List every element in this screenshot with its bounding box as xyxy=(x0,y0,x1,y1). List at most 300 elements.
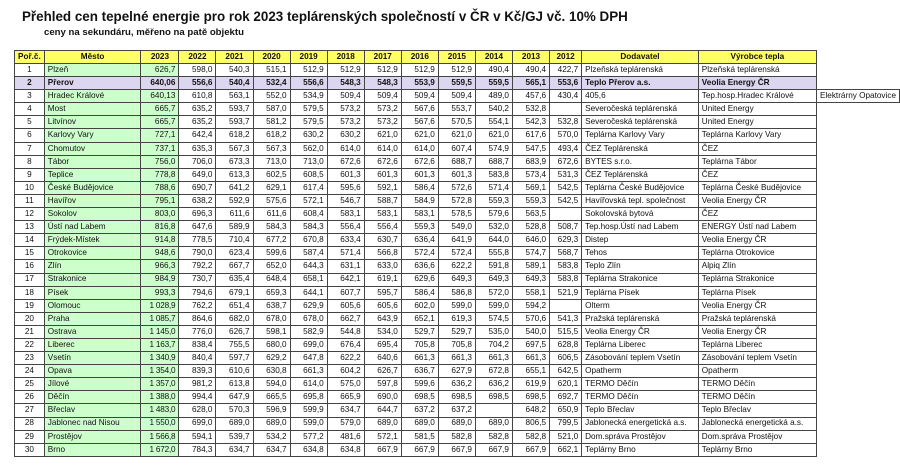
header-vyrobce: Výrobce tepla xyxy=(698,51,816,64)
table-row xyxy=(15,194,900,207)
header-2017: 2017 xyxy=(364,51,401,64)
price-2022: 839,3 xyxy=(179,365,216,378)
price-2020: 587,0 xyxy=(253,103,290,116)
table-header-row xyxy=(15,51,900,64)
price-2023: 1 483,0 xyxy=(141,404,179,417)
supplier-name: Zásobování teplem Vsetín xyxy=(582,352,699,365)
city-name: Most xyxy=(44,103,141,116)
row-index: 26 xyxy=(15,391,45,404)
row-index: 23 xyxy=(15,352,45,365)
price-2013: 619,9 xyxy=(512,378,549,391)
price-2016: 636,6 xyxy=(401,260,438,273)
heat-producer-name: Veolia Energy ČR xyxy=(698,299,816,312)
price-2022: 776,0 xyxy=(179,325,216,338)
price-2019: 630,2 xyxy=(290,129,327,142)
price-2015: 641,9 xyxy=(438,234,475,247)
supplier-name: TERMO Děčín xyxy=(582,391,699,404)
price-2013: 649,3 xyxy=(512,273,549,286)
price-2022: 784,3 xyxy=(179,443,216,456)
price-2013: 582,8 xyxy=(512,430,549,443)
price-2018: 672,6 xyxy=(327,155,364,168)
row-index: 20 xyxy=(15,312,45,325)
row-index: 2 xyxy=(15,77,45,90)
price-2019: 670,8 xyxy=(290,234,327,247)
price-2020: 567,3 xyxy=(253,142,290,155)
table-row xyxy=(15,234,900,247)
price-2018: 634,8 xyxy=(327,443,364,456)
price-2021: 597,7 xyxy=(216,352,253,365)
price-2019: 661,3 xyxy=(290,365,327,378)
price-2014: 571,4 xyxy=(475,181,512,194)
price-2017: 621,0 xyxy=(364,129,401,142)
price-2015: 572,8 xyxy=(438,194,475,207)
price-2014: 540,2 xyxy=(475,103,512,116)
row-index: 27 xyxy=(15,404,45,417)
price-2014: 559,3 xyxy=(475,194,512,207)
supplier-name: Havířovská tepl. společnost xyxy=(582,194,699,207)
price-2014: 559,5 xyxy=(475,77,512,90)
heat-producer-name: Teplárna Liberec xyxy=(698,338,816,351)
price-2016: 584,9 xyxy=(401,194,438,207)
price-2015: 572,4 xyxy=(438,247,475,260)
price-2019: 644,3 xyxy=(290,260,327,273)
price-2015: 705,8 xyxy=(438,338,475,351)
price-2012: 620,1 xyxy=(550,378,582,391)
price-2022: 690,7 xyxy=(179,181,216,194)
price-2021: 611,6 xyxy=(216,208,253,221)
row-index: 5 xyxy=(15,116,45,129)
heat-producer-name: ČEZ xyxy=(698,168,816,181)
city-name: Praha xyxy=(44,312,141,325)
price-2023: 914,8 xyxy=(141,234,179,247)
table-row xyxy=(15,129,900,142)
price-2021: 641,2 xyxy=(216,181,253,194)
price-2012: 531,3 xyxy=(550,168,582,181)
price-2021: 618,2 xyxy=(216,129,253,142)
price-2019: 556,6 xyxy=(290,77,327,90)
price-2020: 680,0 xyxy=(253,338,290,351)
city-name: Tábor xyxy=(44,155,141,168)
heat-producer-name: ČEZ xyxy=(698,142,816,155)
table-row xyxy=(15,378,900,391)
page-title: Přehled cen tepelné energie pro rok 2023 teplárenských společností v ČR v Kč/GJ vč. 10% DPH xyxy=(22,9,628,24)
price-2018: 509,4 xyxy=(327,90,364,103)
price-2016: 672,6 xyxy=(401,155,438,168)
price-2023: 778,8 xyxy=(141,168,179,181)
price-2015: 649,3 xyxy=(438,273,475,286)
price-2020: 629,1 xyxy=(253,181,290,194)
price-2020: 611,6 xyxy=(253,208,290,221)
price-2021: 593,7 xyxy=(216,116,253,129)
price-2015: 601,3 xyxy=(438,168,475,181)
table-row xyxy=(15,142,900,155)
price-2016: 567,6 xyxy=(401,103,438,116)
price-2017: 573,2 xyxy=(364,103,401,116)
price-2016: 614,0 xyxy=(401,142,438,155)
price-2017: 573,2 xyxy=(364,116,401,129)
price-2014: 636,2 xyxy=(475,378,512,391)
supplier-name: Veolia Energy ČR xyxy=(582,325,699,338)
price-2019: 678,0 xyxy=(290,312,327,325)
header-2012: 2012 xyxy=(550,51,582,64)
price-2020: 594,0 xyxy=(253,378,290,391)
header-2014: 2014 xyxy=(475,51,512,64)
price-2020: 584,3 xyxy=(253,221,290,234)
price-2016: 636,7 xyxy=(401,365,438,378)
price-2018: 662,7 xyxy=(327,312,364,325)
city-name: Písek xyxy=(44,286,141,299)
price-2016: 586,4 xyxy=(401,181,438,194)
table-row xyxy=(15,299,900,312)
price-2023: 993,3 xyxy=(141,286,179,299)
price-2012: 508,7 xyxy=(550,221,582,234)
price-2015: 661,3 xyxy=(438,352,475,365)
price-2022: 730,7 xyxy=(179,273,216,286)
price-2018: 575,0 xyxy=(327,378,364,391)
supplier-name: ČEZ Teplárenská xyxy=(582,142,699,155)
price-2023: 966,3 xyxy=(141,260,179,273)
price-2019: 634,8 xyxy=(290,443,327,456)
table-body xyxy=(15,64,900,457)
table-row xyxy=(15,77,900,90)
price-2014: 490,4 xyxy=(475,64,512,77)
price-2013: 569,1 xyxy=(512,181,549,194)
price-2015: 578,5 xyxy=(438,208,475,221)
price-2016: 629,6 xyxy=(401,273,438,286)
price-2020: 630,8 xyxy=(253,365,290,378)
row-index: 24 xyxy=(15,365,45,378)
price-2015: 619,3 xyxy=(438,312,475,325)
price-2015: 621,0 xyxy=(438,129,475,142)
supplier-name: Olterm xyxy=(582,299,699,312)
price-2013: 547,5 xyxy=(512,142,549,155)
price-2012: 515,5 xyxy=(550,325,582,338)
city-name: Havířov xyxy=(44,194,141,207)
table-row xyxy=(15,103,900,116)
price-2018: 614,0 xyxy=(327,142,364,155)
price-2012 xyxy=(550,299,582,312)
price-2015: 570,5 xyxy=(438,116,475,129)
heat-producer-name: Alpiq Zlín xyxy=(698,260,816,273)
price-2018: 544,8 xyxy=(327,325,364,338)
price-2019: 572,1 xyxy=(290,194,327,207)
price-2019: 534,9 xyxy=(290,90,327,103)
price-2014: 704,2 xyxy=(475,338,512,351)
supplier-name: Severočeská teplárenská xyxy=(582,103,699,116)
price-2015: 637,2 xyxy=(438,404,475,417)
price-2022: 790,0 xyxy=(179,247,216,260)
city-name: Opava xyxy=(44,365,141,378)
supplier-name: Teplárny Brno xyxy=(582,443,699,456)
price-2023: 788,6 xyxy=(141,181,179,194)
row-index: 15 xyxy=(15,247,45,260)
price-2013: 542,3 xyxy=(512,116,549,129)
table-row xyxy=(15,116,900,129)
table-row xyxy=(15,273,900,286)
price-2017: 601,3 xyxy=(364,168,401,181)
price-2021: 613,3 xyxy=(216,168,253,181)
header-2020: 2020 xyxy=(253,51,290,64)
supplier-name: Teplo Břeclav xyxy=(582,404,699,417)
table-row xyxy=(15,391,900,404)
price-2021: 635,4 xyxy=(216,273,253,286)
city-name: Karlovy Vary xyxy=(44,129,141,142)
price-2019: 584,3 xyxy=(290,221,327,234)
price-2013: 646,0 xyxy=(512,234,549,247)
city-name: Plzeň xyxy=(44,64,141,77)
price-2018: 481,6 xyxy=(327,430,364,443)
price-2023: 1 550,0 xyxy=(141,417,179,430)
row-index: 9 xyxy=(15,168,45,181)
supplier-name: Teplárna Liberec xyxy=(582,338,699,351)
table-cell: Elektrárny Opatovice xyxy=(817,90,900,103)
price-2012: 606,5 xyxy=(550,352,582,365)
row-index: 16 xyxy=(15,260,45,273)
price-2013: 540,0 xyxy=(512,325,549,338)
price-2018: 676,4 xyxy=(327,338,364,351)
price-2022: 598,0 xyxy=(179,64,216,77)
price-2016: 583,1 xyxy=(401,208,438,221)
heat-producer-name: Teplárna Karlovy Vary xyxy=(698,129,816,142)
price-2021: 651,4 xyxy=(216,299,253,312)
price-2020: 575,6 xyxy=(253,194,290,207)
supplier-name: Opatherm xyxy=(582,365,699,378)
price-2021: 610,6 xyxy=(216,365,253,378)
price-2023: 803,0 xyxy=(141,208,179,221)
table-row xyxy=(15,365,900,378)
price-2014: 582,8 xyxy=(475,430,512,443)
price-2020: 634,7 xyxy=(253,443,290,456)
page-subtitle: ceny na sekundáru, měřeno na patě objektu xyxy=(44,27,244,38)
row-index: 19 xyxy=(15,299,45,312)
row-index: 18 xyxy=(15,286,45,299)
price-2020: 638,7 xyxy=(253,299,290,312)
price-2023: 1 145,0 xyxy=(141,325,179,338)
price-2015: 698,5 xyxy=(438,391,475,404)
price-table xyxy=(14,50,900,457)
city-name: Ústí nad Labem xyxy=(44,221,141,234)
price-2021: 613,8 xyxy=(216,378,253,391)
price-2019: 658,1 xyxy=(290,273,327,286)
price-2014: 579,6 xyxy=(475,208,512,221)
price-2022: 635,3 xyxy=(179,142,216,155)
city-name: Strakonice xyxy=(44,273,141,286)
price-2014: 574,9 xyxy=(475,142,512,155)
price-2012: 570,0 xyxy=(550,129,582,142)
price-2017: 583,1 xyxy=(364,208,401,221)
price-2016: 572,4 xyxy=(401,247,438,260)
price-2022: 594,1 xyxy=(179,430,216,443)
price-2014: 535,0 xyxy=(475,325,512,338)
city-name: Teplice xyxy=(44,168,141,181)
heat-producer-name: Tep.hosp.Hradec Králové xyxy=(698,90,816,103)
price-2016: 553,9 xyxy=(401,77,438,90)
heat-producer-name: Teplárna Strakonice xyxy=(698,273,816,286)
city-name: Chomutov xyxy=(44,142,141,155)
price-2017: 619,1 xyxy=(364,273,401,286)
price-2021: 593,7 xyxy=(216,103,253,116)
header-2016: 2016 xyxy=(401,51,438,64)
price-2013: 655,1 xyxy=(512,365,549,378)
price-2013: 532,8 xyxy=(512,103,549,116)
price-2015: 622,2 xyxy=(438,260,475,273)
price-2022: 778,5 xyxy=(179,234,216,247)
price-2022: 635,2 xyxy=(179,103,216,116)
price-2020: 678,0 xyxy=(253,312,290,325)
price-2023: 1 340,9 xyxy=(141,352,179,365)
heat-producer-name: Teplo Břeclav xyxy=(698,404,816,417)
price-2012: 521,0 xyxy=(550,430,582,443)
row-index: 1 xyxy=(15,64,45,77)
price-2013: 698,5 xyxy=(512,391,549,404)
price-2022: 794,6 xyxy=(179,286,216,299)
row-index: 14 xyxy=(15,234,45,247)
price-2014: 599,0 xyxy=(475,299,512,312)
price-2015: 549,0 xyxy=(438,221,475,234)
price-2015: 599,0 xyxy=(438,299,475,312)
price-2022: 635,2 xyxy=(179,116,216,129)
price-2017: 556,4 xyxy=(364,221,401,234)
price-2023: 737,1 xyxy=(141,142,179,155)
price-2022: 647,6 xyxy=(179,221,216,234)
price-2012: 493,4 xyxy=(550,142,582,155)
supplier-name: Jablonecká energetická a.s. xyxy=(582,417,699,430)
supplier-name: ČEZ Teplárenská xyxy=(582,168,699,181)
city-name: Jílové xyxy=(44,378,141,391)
supplier-name: Tehos xyxy=(582,247,699,260)
heat-producer-name: TERMO Děčín xyxy=(698,378,816,391)
price-2023: 626,7 xyxy=(141,64,179,77)
price-2023: 756,0 xyxy=(141,155,179,168)
table-row xyxy=(15,260,900,273)
price-2019: 599,0 xyxy=(290,417,327,430)
table-row xyxy=(15,155,900,168)
price-2018: 607,7 xyxy=(327,286,364,299)
price-2016: 581,5 xyxy=(401,430,438,443)
supplier-name: Teplárna Písek xyxy=(582,286,699,299)
price-2019: 629,9 xyxy=(290,299,327,312)
table-row xyxy=(15,338,900,351)
price-2020: 552,0 xyxy=(253,90,290,103)
price-2020: 659,3 xyxy=(253,286,290,299)
heat-producer-name: Jablonecká energetická a.s. xyxy=(698,417,816,430)
city-name: Hradec Králové xyxy=(44,90,141,103)
price-2019: 512,9 xyxy=(290,64,327,77)
table-row xyxy=(15,64,900,77)
price-2017: 630,7 xyxy=(364,234,401,247)
price-2023: 665,7 xyxy=(141,116,179,129)
price-2016: 601,3 xyxy=(401,168,438,181)
price-2015: 667,9 xyxy=(438,443,475,456)
city-name: Přerov xyxy=(44,77,141,90)
price-2012: 532,8 xyxy=(550,116,582,129)
table-row xyxy=(15,325,900,338)
price-2021: 647,9 xyxy=(216,391,253,404)
price-2013: 667,9 xyxy=(512,443,549,456)
price-2015: 559,5 xyxy=(438,77,475,90)
price-2018: 573,2 xyxy=(327,103,364,116)
heat-producer-name: Veolia Energy ČR xyxy=(698,77,816,90)
row-index: 28 xyxy=(15,417,45,430)
price-2014: 672,8 xyxy=(475,365,512,378)
price-2012: 553,6 xyxy=(550,77,582,90)
header-2022: 2022 xyxy=(179,51,216,64)
price-2013: 559,3 xyxy=(512,194,549,207)
price-2015: 586,8 xyxy=(438,286,475,299)
price-2016: 586,4 xyxy=(401,286,438,299)
price-2019: 562,0 xyxy=(290,142,327,155)
price-2013: 558,1 xyxy=(512,286,549,299)
city-name: Břeclav xyxy=(44,404,141,417)
row-index: 29 xyxy=(15,430,45,443)
price-2012: 628,8 xyxy=(550,338,582,351)
price-2019: 608,5 xyxy=(290,168,327,181)
price-2013: 589,1 xyxy=(512,260,549,273)
heat-producer-name: Teplárna České Budějovice xyxy=(698,181,816,194)
price-2022: 628,0 xyxy=(179,404,216,417)
price-2012: 521,9 xyxy=(550,286,582,299)
supplier-name: Teplárna Strakonice xyxy=(582,273,699,286)
row-index: 8 xyxy=(15,155,45,168)
price-2018: 631,1 xyxy=(327,260,364,273)
price-2020: 515,1 xyxy=(253,64,290,77)
price-2019: 599,9 xyxy=(290,404,327,417)
header-poradi: Poř.č. xyxy=(15,51,45,64)
supplier-name: TERMO Děčín xyxy=(582,378,699,391)
price-2015: 627,9 xyxy=(438,365,475,378)
price-2017: 548,3 xyxy=(364,77,401,90)
price-2021: 626,7 xyxy=(216,325,253,338)
price-2020: 581,2 xyxy=(253,116,290,129)
price-2021: 755,5 xyxy=(216,338,253,351)
price-2016: 661,3 xyxy=(401,352,438,365)
price-2021: 540,3 xyxy=(216,64,253,77)
price-2013: 573,4 xyxy=(512,168,549,181)
city-name: Děčín xyxy=(44,391,141,404)
price-2016: 559,3 xyxy=(401,221,438,234)
row-index: 10 xyxy=(15,181,45,194)
price-2014: 649,3 xyxy=(475,273,512,286)
price-2023: 816,8 xyxy=(141,221,179,234)
price-2013: 661,3 xyxy=(512,352,549,365)
supplier-name: 405,6 xyxy=(582,90,699,103)
price-2015: 553,7 xyxy=(438,103,475,116)
row-index: 7 xyxy=(15,142,45,155)
price-2012 xyxy=(550,208,582,221)
price-2015: 689,0 xyxy=(438,417,475,430)
row-index: 11 xyxy=(15,194,45,207)
heat-producer-name: United Energy xyxy=(698,103,816,116)
price-2012: 650,9 xyxy=(550,404,582,417)
price-2023: 1 357,0 xyxy=(141,378,179,391)
price-2015: 512,9 xyxy=(438,64,475,77)
header-2023: 2023 xyxy=(141,51,179,64)
price-2019: 582,9 xyxy=(290,325,327,338)
row-index: 25 xyxy=(15,378,45,391)
price-2019: 587,4 xyxy=(290,247,327,260)
price-2019: 608,4 xyxy=(290,208,327,221)
header-mesto: Město xyxy=(44,51,141,64)
price-2018: 633,4 xyxy=(327,234,364,247)
heat-producer-name: Teplárna Písek xyxy=(698,286,816,299)
price-2018: 583,1 xyxy=(327,208,364,221)
price-2014: 583,8 xyxy=(475,168,512,181)
table-row xyxy=(15,312,900,325)
price-2014: 591,8 xyxy=(475,260,512,273)
header-2021: 2021 xyxy=(216,51,253,64)
price-2017: 566,8 xyxy=(364,247,401,260)
heat-producer-name: Plzeňská teplárenská xyxy=(698,64,816,77)
